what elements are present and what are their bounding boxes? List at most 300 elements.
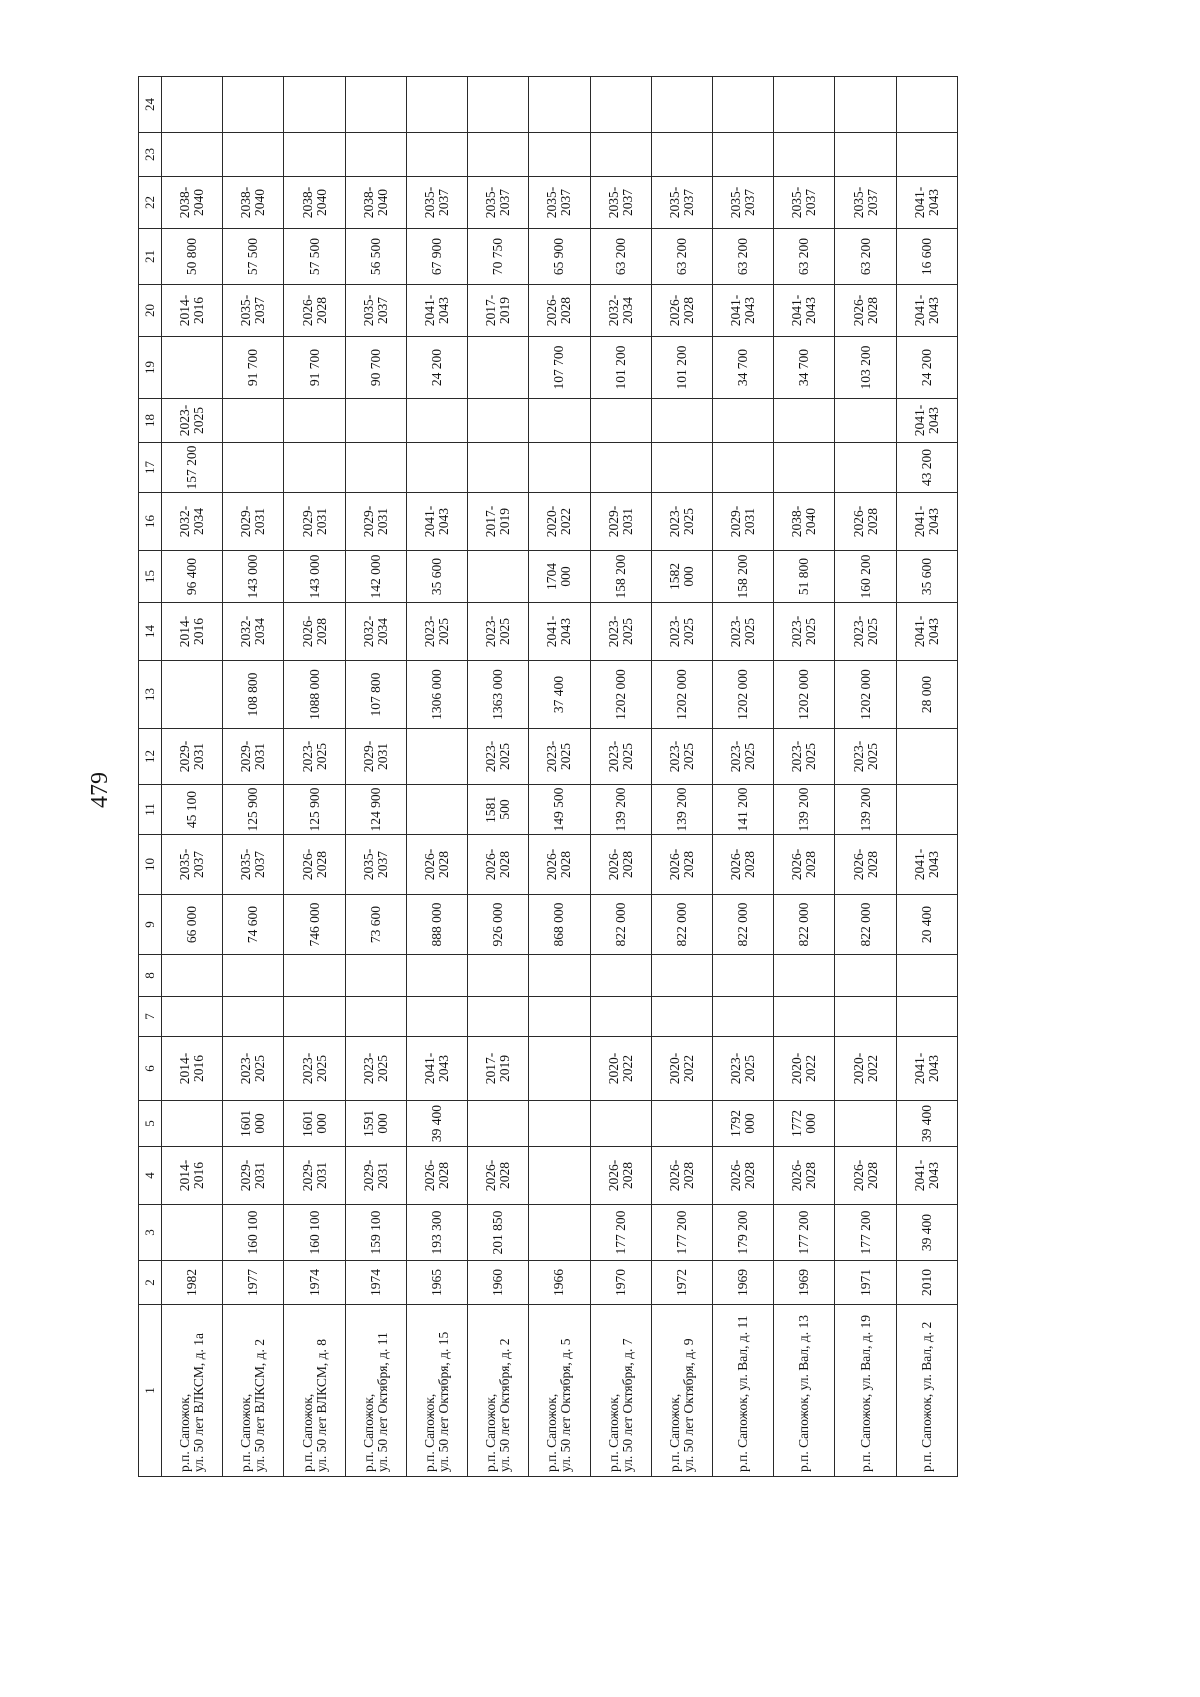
address-cell: р.п. Сапожок, ул. 50 лет Октября, д. 11: [345, 1305, 406, 1477]
table-cell: 157 200: [162, 443, 223, 493]
table-cell: 1363 000: [468, 661, 529, 729]
table-cell: 2029- 2031: [590, 493, 651, 551]
table-cell: [345, 443, 406, 493]
table-cell: 2038- 2040: [223, 177, 284, 229]
rotated-table-container: [138, 77, 958, 1477]
table-cell: [284, 955, 345, 997]
table-cell: 2023- 2025: [284, 729, 345, 785]
address-cell: р.п. Сапожок, ул. Вал, д. 13: [774, 1305, 835, 1477]
column-header-3: 3: [139, 1205, 162, 1261]
table-cell: [468, 399, 529, 443]
table-cell: [345, 133, 406, 177]
table-cell: 2029- 2031: [223, 729, 284, 785]
table-cell: [590, 955, 651, 997]
table-cell: 2035- 2037: [345, 285, 406, 337]
table-cell: 2026- 2028: [651, 835, 712, 895]
table-row: [712, 77, 773, 1477]
table-cell: 2041- 2043: [774, 285, 835, 337]
table-cell: 125 900: [284, 785, 345, 835]
table-cell: 1971: [835, 1261, 896, 1305]
table-cell: 91 700: [223, 337, 284, 399]
table-cell: 20 400: [896, 895, 957, 955]
table-cell: [468, 337, 529, 399]
table-cell: [284, 997, 345, 1037]
table-cell: 2038- 2040: [774, 493, 835, 551]
column-header-6: 6: [139, 1037, 162, 1101]
table-cell: 1306 000: [406, 661, 467, 729]
table-cell: 1601 000: [223, 1101, 284, 1147]
table-cell: 2023- 2025: [651, 603, 712, 661]
table-row: [468, 77, 529, 1477]
column-header-7: 7: [139, 997, 162, 1037]
table-cell: 103 200: [835, 337, 896, 399]
table-cell: 108 800: [223, 661, 284, 729]
table-cell: 2035- 2037: [529, 177, 590, 229]
table-cell: 2032- 2034: [223, 603, 284, 661]
table-cell: 193 300: [406, 1205, 467, 1261]
table-cell: 2014- 2016: [162, 1037, 223, 1101]
table-cell: 1969: [774, 1261, 835, 1305]
column-header-16: 16: [139, 493, 162, 551]
table-cell: 39 400: [896, 1101, 957, 1147]
table-cell: [896, 133, 957, 177]
table-cell: 822 000: [835, 895, 896, 955]
table-cell: 2026- 2028: [651, 1147, 712, 1205]
table-cell: [468, 1101, 529, 1147]
table-cell: 1202 000: [590, 661, 651, 729]
table-row: [162, 77, 223, 1477]
table-cell: [406, 77, 467, 133]
table-cell: 2026- 2028: [284, 285, 345, 337]
table-cell: 158 200: [712, 551, 773, 603]
table-cell: 822 000: [651, 895, 712, 955]
table-cell: 2041- 2043: [896, 603, 957, 661]
table-cell: 822 000: [774, 895, 835, 955]
table-cell: 34 700: [712, 337, 773, 399]
table-cell: 746 000: [284, 895, 345, 955]
table-cell: 2023- 2025: [223, 1037, 284, 1101]
table-cell: 139 200: [835, 785, 896, 835]
table-cell: 2026- 2028: [590, 1147, 651, 1205]
table-cell: [529, 1101, 590, 1147]
table-cell: 1972: [651, 1261, 712, 1305]
table-cell: 28 000: [896, 661, 957, 729]
table-cell: [223, 77, 284, 133]
table-cell: 43 200: [896, 443, 957, 493]
table-cell: 2029- 2031: [345, 729, 406, 785]
table-cell: 2026- 2028: [712, 1147, 773, 1205]
table-cell: [529, 443, 590, 493]
table-cell: 67 900: [406, 229, 467, 285]
table-cell: [835, 955, 896, 997]
table-cell: [162, 1101, 223, 1147]
table-cell: 2023- 2025: [468, 603, 529, 661]
table-cell: 63 200: [590, 229, 651, 285]
table-cell: 101 200: [590, 337, 651, 399]
table-cell: [345, 997, 406, 1037]
table-cell: 822 000: [712, 895, 773, 955]
table-cell: 2026- 2028: [651, 285, 712, 337]
table-cell: [468, 955, 529, 997]
table-cell: 1792 000: [712, 1101, 773, 1147]
table-cell: [774, 997, 835, 1037]
table-row: [406, 77, 467, 1477]
table-cell: [712, 133, 773, 177]
table-cell: [345, 955, 406, 997]
table-cell: 1202 000: [712, 661, 773, 729]
table-cell: 2035- 2037: [651, 177, 712, 229]
table-cell: 2020- 2022: [774, 1037, 835, 1101]
table-cell: 1965: [406, 1261, 467, 1305]
table-cell: 201 850: [468, 1205, 529, 1261]
table-cell: 35 600: [896, 551, 957, 603]
table-cell: 2026- 2028: [835, 493, 896, 551]
column-header-21: 21: [139, 229, 162, 285]
address-cell: р.п. Сапожок, ул. 50 лет Октября, д. 9: [651, 1305, 712, 1477]
table-cell: [896, 77, 957, 133]
table-cell: 2017- 2019: [468, 1037, 529, 1101]
column-header-5: 5: [139, 1101, 162, 1147]
table-cell: 124 900: [345, 785, 406, 835]
table-cell: 2023- 2025: [529, 729, 590, 785]
table-cell: [529, 399, 590, 443]
column-header-11: 11: [139, 785, 162, 835]
table-cell: 868 000: [529, 895, 590, 955]
table-cell: 139 200: [590, 785, 651, 835]
table-cell: 1202 000: [774, 661, 835, 729]
table-cell: [468, 443, 529, 493]
table-cell: 2026- 2028: [406, 1147, 467, 1205]
table-cell: [223, 133, 284, 177]
table-cell: 57 500: [284, 229, 345, 285]
table-cell: 2017- 2019: [468, 493, 529, 551]
table-cell: 2038- 2040: [345, 177, 406, 229]
table-cell: [345, 77, 406, 133]
table-row: [345, 77, 406, 1477]
table-cell: [406, 955, 467, 997]
table-cell: 2023- 2025: [835, 729, 896, 785]
column-header-20: 20: [139, 285, 162, 337]
table-cell: 2035- 2037: [774, 177, 835, 229]
address-cell: р.п. Сапожок, ул. 50 лет ВЛКСМ, д. 1а: [162, 1305, 223, 1477]
table-cell: 1966: [529, 1261, 590, 1305]
table-cell: 2041- 2043: [529, 603, 590, 661]
table-cell: [162, 661, 223, 729]
table-cell: 1202 000: [835, 661, 896, 729]
table-cell: 2029- 2031: [223, 1147, 284, 1205]
table-cell: 159 100: [345, 1205, 406, 1261]
table-cell: [651, 955, 712, 997]
table-cell: 179 200: [712, 1205, 773, 1261]
table-cell: 2041- 2043: [896, 835, 957, 895]
table-cell: [774, 77, 835, 133]
table-cell: 37 400: [529, 661, 590, 729]
table-cell: 96 400: [162, 551, 223, 603]
table-cell: 2014- 2016: [162, 285, 223, 337]
table-cell: [529, 997, 590, 1037]
column-header-1: 1: [139, 1305, 162, 1477]
table-cell: [529, 133, 590, 177]
table-cell: 1591 000: [345, 1101, 406, 1147]
table-cell: 39 400: [896, 1205, 957, 1261]
table-cell: 34 700: [774, 337, 835, 399]
table-cell: [406, 785, 467, 835]
table-cell: 2026- 2028: [468, 1147, 529, 1205]
table-cell: [223, 399, 284, 443]
table-cell: 2023- 2025: [590, 603, 651, 661]
table-cell: 149 500: [529, 785, 590, 835]
table-cell: 91 700: [284, 337, 345, 399]
table-cell: 101 200: [651, 337, 712, 399]
table-cell: 1982: [162, 1261, 223, 1305]
table-cell: [162, 77, 223, 133]
table-cell: 1969: [712, 1261, 773, 1305]
table-cell: 107 700: [529, 337, 590, 399]
table-cell: 2023- 2025: [712, 603, 773, 661]
table-cell: 177 200: [774, 1205, 835, 1261]
table-cell: [468, 133, 529, 177]
table-cell: 2032- 2034: [590, 285, 651, 337]
table-row: [835, 77, 896, 1477]
table-cell: 2035- 2037: [468, 177, 529, 229]
table-cell: 74 600: [223, 895, 284, 955]
table-cell: [162, 337, 223, 399]
table-cell: 2014- 2016: [162, 1147, 223, 1205]
table-cell: [162, 997, 223, 1037]
column-header-13: 13: [139, 661, 162, 729]
table-cell: [406, 133, 467, 177]
address-cell: р.п. Сапожок, ул. 50 лет Октября, д. 7: [590, 1305, 651, 1477]
table-cell: 888 000: [406, 895, 467, 955]
table-cell: 2023- 2025: [284, 1037, 345, 1101]
table-cell: [835, 77, 896, 133]
table-cell: 2029- 2031: [345, 1147, 406, 1205]
table-cell: [774, 133, 835, 177]
table-cell: 1977: [223, 1261, 284, 1305]
table-cell: [590, 1101, 651, 1147]
column-header-4: 4: [139, 1147, 162, 1205]
table-cell: [345, 399, 406, 443]
table-cell: [284, 133, 345, 177]
table-cell: [529, 1037, 590, 1101]
table-cell: 2029- 2031: [284, 1147, 345, 1205]
table-cell: 141 200: [712, 785, 773, 835]
address-cell: р.п. Сапожок, ул. 50 лет ВЛКСМ, д. 8: [284, 1305, 345, 1477]
table-cell: 66 000: [162, 895, 223, 955]
table-cell: [284, 399, 345, 443]
table-cell: 2041- 2043: [896, 285, 957, 337]
table-cell: 70 750: [468, 229, 529, 285]
table-cell: [468, 77, 529, 133]
table-cell: 63 200: [712, 229, 773, 285]
table-cell: [835, 133, 896, 177]
table-cell: 2035- 2037: [406, 177, 467, 229]
table-cell: 2035- 2037: [223, 285, 284, 337]
table-cell: [712, 443, 773, 493]
table-cell: [223, 443, 284, 493]
table-cell: [835, 997, 896, 1037]
table-cell: 177 200: [835, 1205, 896, 1261]
table-cell: 2014- 2016: [162, 603, 223, 661]
page-number: 479: [87, 772, 113, 808]
table-cell: 2026- 2028: [406, 835, 467, 895]
table-cell: 2029- 2031: [345, 493, 406, 551]
table-cell: [651, 133, 712, 177]
table-cell: 51 800: [774, 551, 835, 603]
table-row: [896, 77, 957, 1477]
table-cell: [712, 955, 773, 997]
table-cell: 1581 500: [468, 785, 529, 835]
column-header-8: 8: [139, 955, 162, 997]
table-cell: [651, 77, 712, 133]
table-cell: 143 000: [223, 551, 284, 603]
table-cell: [529, 1147, 590, 1205]
table-cell: 2023- 2025: [651, 493, 712, 551]
table-cell: 2026- 2028: [712, 835, 773, 895]
table-cell: 177 200: [651, 1205, 712, 1261]
table-cell: [590, 399, 651, 443]
column-header-15: 15: [139, 551, 162, 603]
table-cell: 160 100: [284, 1205, 345, 1261]
table-cell: [590, 443, 651, 493]
address-cell: р.п. Сапожок, ул. 50 лет Октября, д. 15: [406, 1305, 467, 1477]
table-cell: [651, 1101, 712, 1147]
table-cell: [835, 1101, 896, 1147]
table-cell: 2029- 2031: [223, 493, 284, 551]
table-cell: 63 200: [774, 229, 835, 285]
table-cell: 2041- 2043: [406, 493, 467, 551]
table-cell: [406, 399, 467, 443]
table-cell: 2041- 2043: [406, 1037, 467, 1101]
table-cell: [162, 133, 223, 177]
table-cell: [162, 1205, 223, 1261]
table-cell: 2041- 2043: [406, 285, 467, 337]
repair-schedule-table: [138, 76, 958, 1477]
table-cell: [529, 1205, 590, 1261]
table-cell: [835, 443, 896, 493]
table-cell: [835, 399, 896, 443]
table-cell: 1960: [468, 1261, 529, 1305]
column-header-2: 2: [139, 1261, 162, 1305]
table-cell: 1974: [345, 1261, 406, 1305]
table-row: [774, 77, 835, 1477]
table-cell: [223, 997, 284, 1037]
table-cell: 2035- 2037: [223, 835, 284, 895]
table-cell: [896, 729, 957, 785]
table-cell: 24 200: [406, 337, 467, 399]
column-header-19: 19: [139, 337, 162, 399]
table-cell: 2023- 2025: [590, 729, 651, 785]
table-cell: [406, 443, 467, 493]
table-cell: 2023- 2025: [774, 603, 835, 661]
table-cell: [529, 955, 590, 997]
table-cell: 1772 000: [774, 1101, 835, 1147]
table-cell: 2023- 2025: [162, 399, 223, 443]
column-header-23: 23: [139, 133, 162, 177]
table-row: [590, 77, 651, 1477]
table-row: [284, 77, 345, 1477]
address-cell: р.п. Сапожок, ул. Вал, д. 11: [712, 1305, 773, 1477]
address-cell: р.п. Сапожок, ул. 50 лет Октября, д. 2: [468, 1305, 529, 1477]
table-cell: 2035- 2037: [590, 177, 651, 229]
table-cell: [590, 133, 651, 177]
table-cell: 1974: [284, 1261, 345, 1305]
table-cell: [284, 443, 345, 493]
table-cell: 2023- 2025: [651, 729, 712, 785]
table-cell: 160 200: [835, 551, 896, 603]
table-cell: 35 600: [406, 551, 467, 603]
column-header-22: 22: [139, 177, 162, 229]
table-cell: 45 100: [162, 785, 223, 835]
table-cell: 2023- 2025: [712, 1037, 773, 1101]
column-header-12: 12: [139, 729, 162, 785]
table-cell: 2026- 2028: [774, 835, 835, 895]
table-cell: 2029- 2031: [712, 493, 773, 551]
table-cell: 1088 000: [284, 661, 345, 729]
table-cell: 2026- 2028: [590, 835, 651, 895]
table-cell: [651, 443, 712, 493]
table-cell: 73 600: [345, 895, 406, 955]
table-cell: [712, 399, 773, 443]
table-cell: 2035- 2037: [162, 835, 223, 895]
address-cell: р.п. Сапожок, ул. 50 лет ВЛКСМ, д. 2: [223, 1305, 284, 1477]
table-cell: 1582 000: [651, 551, 712, 603]
table-cell: 57 500: [223, 229, 284, 285]
table-cell: [284, 77, 345, 133]
table-cell: [406, 997, 467, 1037]
table-cell: 139 200: [651, 785, 712, 835]
table-cell: 2035- 2037: [712, 177, 773, 229]
address-cell: р.п. Сапожок, ул. Вал, д. 2: [896, 1305, 957, 1477]
table-cell: 65 900: [529, 229, 590, 285]
table-cell: 2017- 2019: [468, 285, 529, 337]
table-cell: [712, 997, 773, 1037]
table-cell: 2026- 2028: [468, 835, 529, 895]
table-cell: [651, 399, 712, 443]
table-cell: 2035- 2037: [835, 177, 896, 229]
address-cell: р.п. Сапожок, ул. 50 лет Октября, д. 5: [529, 1305, 590, 1477]
table-cell: 158 200: [590, 551, 651, 603]
table-cell: 2026- 2028: [835, 835, 896, 895]
table-cell: 2023- 2025: [406, 603, 467, 661]
table-cell: [590, 77, 651, 133]
column-header-9: 9: [139, 895, 162, 955]
column-header-10: 10: [139, 835, 162, 895]
table-cell: 16 600: [896, 229, 957, 285]
table-cell: 143 000: [284, 551, 345, 603]
table-cell: 2026- 2028: [835, 1147, 896, 1205]
table-cell: 2041- 2043: [896, 399, 957, 443]
table-cell: 39 400: [406, 1101, 467, 1147]
table-cell: 2041- 2043: [712, 285, 773, 337]
table-cell: 2035- 2037: [345, 835, 406, 895]
table-cell: 2041- 2043: [896, 1147, 957, 1205]
table-cell: 2020- 2022: [529, 493, 590, 551]
table-cell: 2026- 2028: [529, 835, 590, 895]
table-cell: 56 500: [345, 229, 406, 285]
table-cell: 2023- 2025: [835, 603, 896, 661]
column-header-18: 18: [139, 399, 162, 443]
table-cell: [468, 551, 529, 603]
table-cell: 1601 000: [284, 1101, 345, 1147]
table-cell: 63 200: [835, 229, 896, 285]
table-cell: 125 900: [223, 785, 284, 835]
table-cell: 2023- 2025: [468, 729, 529, 785]
table-cell: 2029- 2031: [162, 729, 223, 785]
table-cell: 2026- 2028: [284, 835, 345, 895]
table-cell: 2032- 2034: [345, 603, 406, 661]
table-row: [529, 77, 590, 1477]
